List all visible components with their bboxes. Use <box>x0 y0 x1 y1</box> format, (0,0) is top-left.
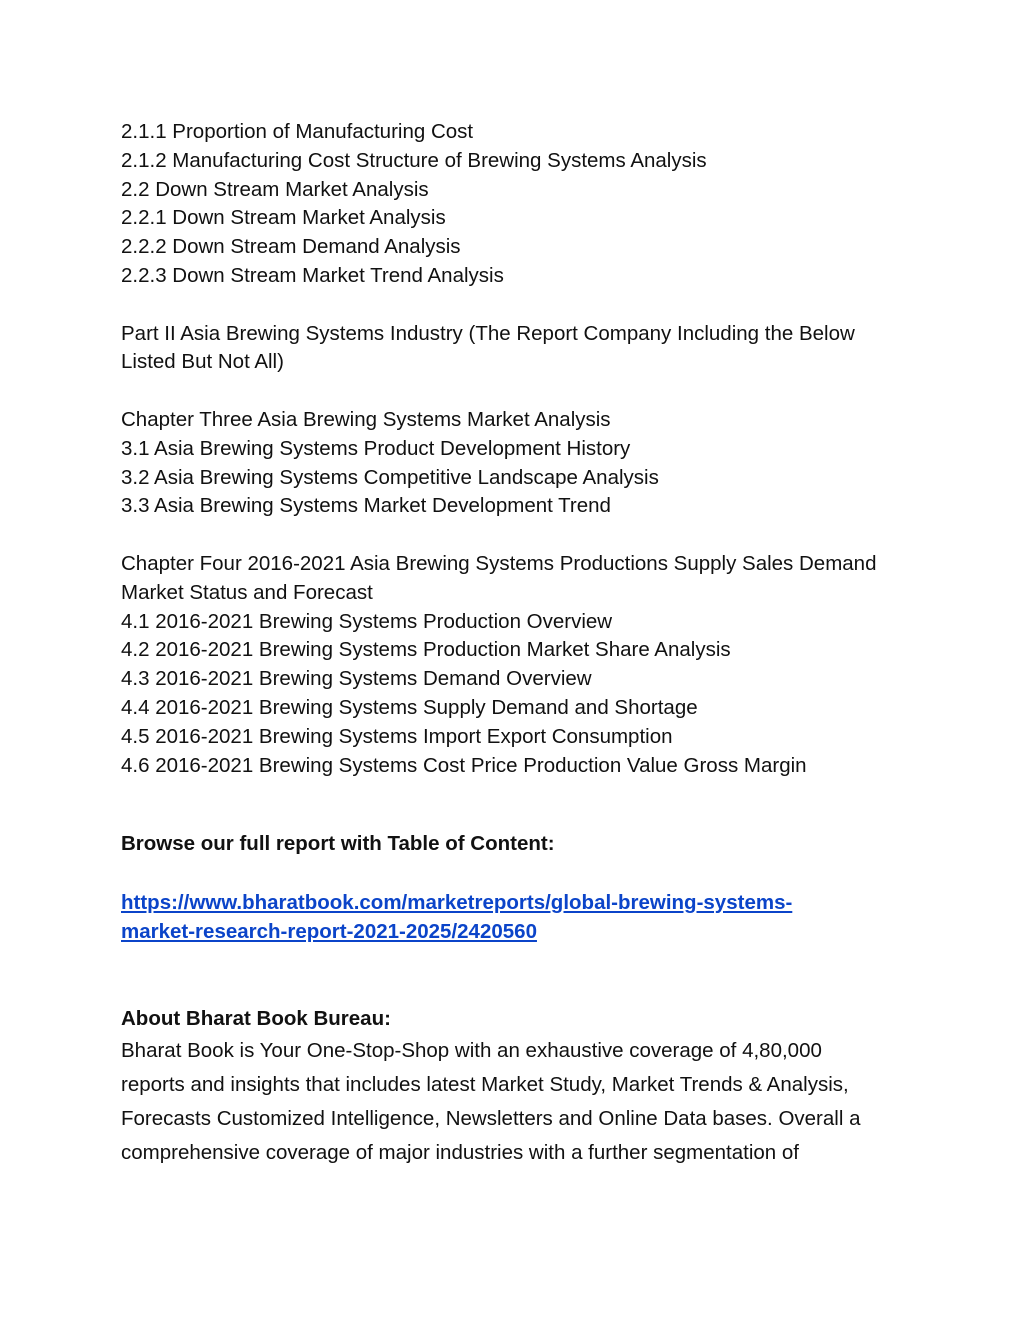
toc-item: 4.4 2016-2021 Brewing Systems Supply Demand and Shortage <box>121 695 698 719</box>
document-page <box>121 118 911 1170</box>
toc-item: 3.2 Asia Brewing Systems Competitive Landscape Analysis <box>121 465 659 489</box>
full-report-link[interactable] <box>121 888 911 947</box>
part-two-heading: Part II Asia Brewing Systems Industry (The Report Company Including the Below Listed But Not All) <box>121 321 855 374</box>
about-line: reports and insights that includes latest Market Study, Market Trends & Analysis, <box>121 1072 849 1096</box>
toc-item: 2.2.3 Down Stream Market Trend Analysis <box>121 263 504 287</box>
toc-block-chapter-two <box>121 118 911 291</box>
toc-item: 2.2.1 Down Stream Market Analysis <box>121 206 446 230</box>
about-heading: About Bharat Book Bureau: <box>121 1006 391 1030</box>
link-line-2: market-research-report-2021-2025/2420560 <box>121 920 537 944</box>
toc-item: 4.3 2016-2021 Brewing Systems Demand Overview <box>121 667 592 691</box>
toc-item: 4.2 2016-2021 Brewing Systems Production Market Share Analysis <box>121 638 731 662</box>
toc-item: 2.1.2 Manufacturing Cost Structure of Brewing Systems Analysis <box>121 148 707 172</box>
about-body <box>121 1034 911 1170</box>
toc-item: 4.1 2016-2021 Brewing Systems Production Overview <box>121 609 613 633</box>
toc-item: 2.2.2 Down Stream Demand Analysis <box>121 235 461 259</box>
toc-item: 2.2 Down Stream Market Analysis <box>121 177 429 201</box>
toc-item: 4.6 2016-2021 Brewing Systems Cost Price Production Value Gross Margin <box>121 753 807 777</box>
toc-item: 3.3 Asia Brewing Systems Market Development Trend <box>121 494 611 518</box>
browse-heading: Browse our full report with Table of Content: <box>121 832 555 856</box>
link-line-1: https://www.bharatbook.com/marketreports/global-brewing-systems- <box>121 890 793 914</box>
toc-block-chapter-four <box>121 550 911 780</box>
chapter-three-title: Chapter Three Asia Brewing Systems Market Analysis <box>121 407 611 431</box>
about-line: comprehensive coverage of major industries with a further segmentation of <box>121 1140 799 1164</box>
toc-item: 3.1 Asia Brewing Systems Product Development History <box>121 436 631 460</box>
toc-block-chapter-three <box>121 406 911 521</box>
chapter-four-title: Chapter Four 2016-2021 Asia Brewing Systems Productions Supply Sales Demand Market Status and Forecast <box>121 551 877 604</box>
about-line: Forecasts Customized Intelligence, Newsletters and Online Data bases. Overall a <box>121 1106 861 1130</box>
toc-item: 4.5 2016-2021 Brewing Systems Import Export Consumption <box>121 724 673 748</box>
about-line: Bharat Book is Your One-Stop-Shop with an exhaustive coverage of 4,80,000 <box>121 1038 822 1062</box>
toc-item: 2.1.1 Proportion of Manufacturing Cost <box>121 120 474 143</box>
